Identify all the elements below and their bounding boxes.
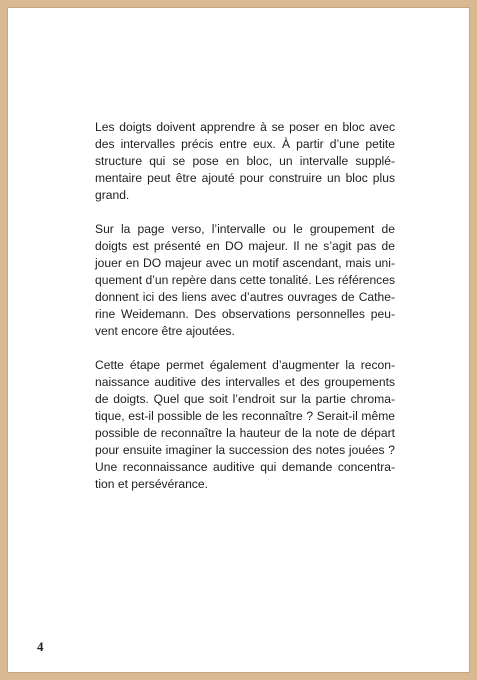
text-line: donnent ici des liens avec d’autres ouvrages de Cathe-	[95, 290, 395, 304]
text-line: des intervalles précis entre eux. À partir d’une petite	[95, 137, 395, 151]
text-line: doigts est présenté en DO majeur. Il ne s’agit pas de	[95, 239, 395, 253]
text-line: vent encore être ajoutées.	[95, 324, 235, 338]
text-line: Une reconnaissance auditive qui demande concentra-	[95, 460, 395, 474]
text-line: Sur la page verso, l’intervalle ou le groupement de	[95, 222, 395, 236]
text-line: tique, est-il possible de les reconnaître ? Serait-il même	[95, 409, 395, 423]
text-line: tion et persévérance.	[95, 477, 208, 491]
text-line: jouer en DO majeur avec un motif ascendant, mais uni-	[95, 256, 395, 270]
book-page	[7, 7, 470, 673]
text-line: possible de reconnaître la hauteur de la note de départ	[95, 426, 395, 440]
text-line: de doigts. Quel que soit l’endroit sur la partie chroma-	[95, 392, 395, 406]
paragraph-1	[95, 119, 395, 204]
text-line: grand.	[95, 188, 130, 202]
text-line: rine Weidemann. Des observations personnelles peu-	[95, 307, 395, 321]
text-line: Les doigts doivent apprendre à se poser en bloc avec	[95, 120, 395, 134]
text-line: naissance auditive des intervalles et des groupements	[95, 375, 395, 389]
body-text	[95, 119, 395, 510]
page-number: 4	[37, 639, 44, 654]
paragraph-2	[95, 221, 395, 340]
text-line: quement d’un repère dans cette tonalité. Les références	[95, 273, 395, 287]
text-line: pour ensuite imaginer la succession des notes jouées ?	[95, 443, 395, 457]
text-line: structure qui se pose en bloc, un intervalle supplé-	[95, 154, 395, 168]
paragraph-3	[95, 357, 395, 493]
text-line: mentaire peut être ajouté pour construire un bloc plus	[95, 171, 395, 185]
text-line: Cette étape permet également d’augmenter la recon-	[95, 358, 395, 372]
